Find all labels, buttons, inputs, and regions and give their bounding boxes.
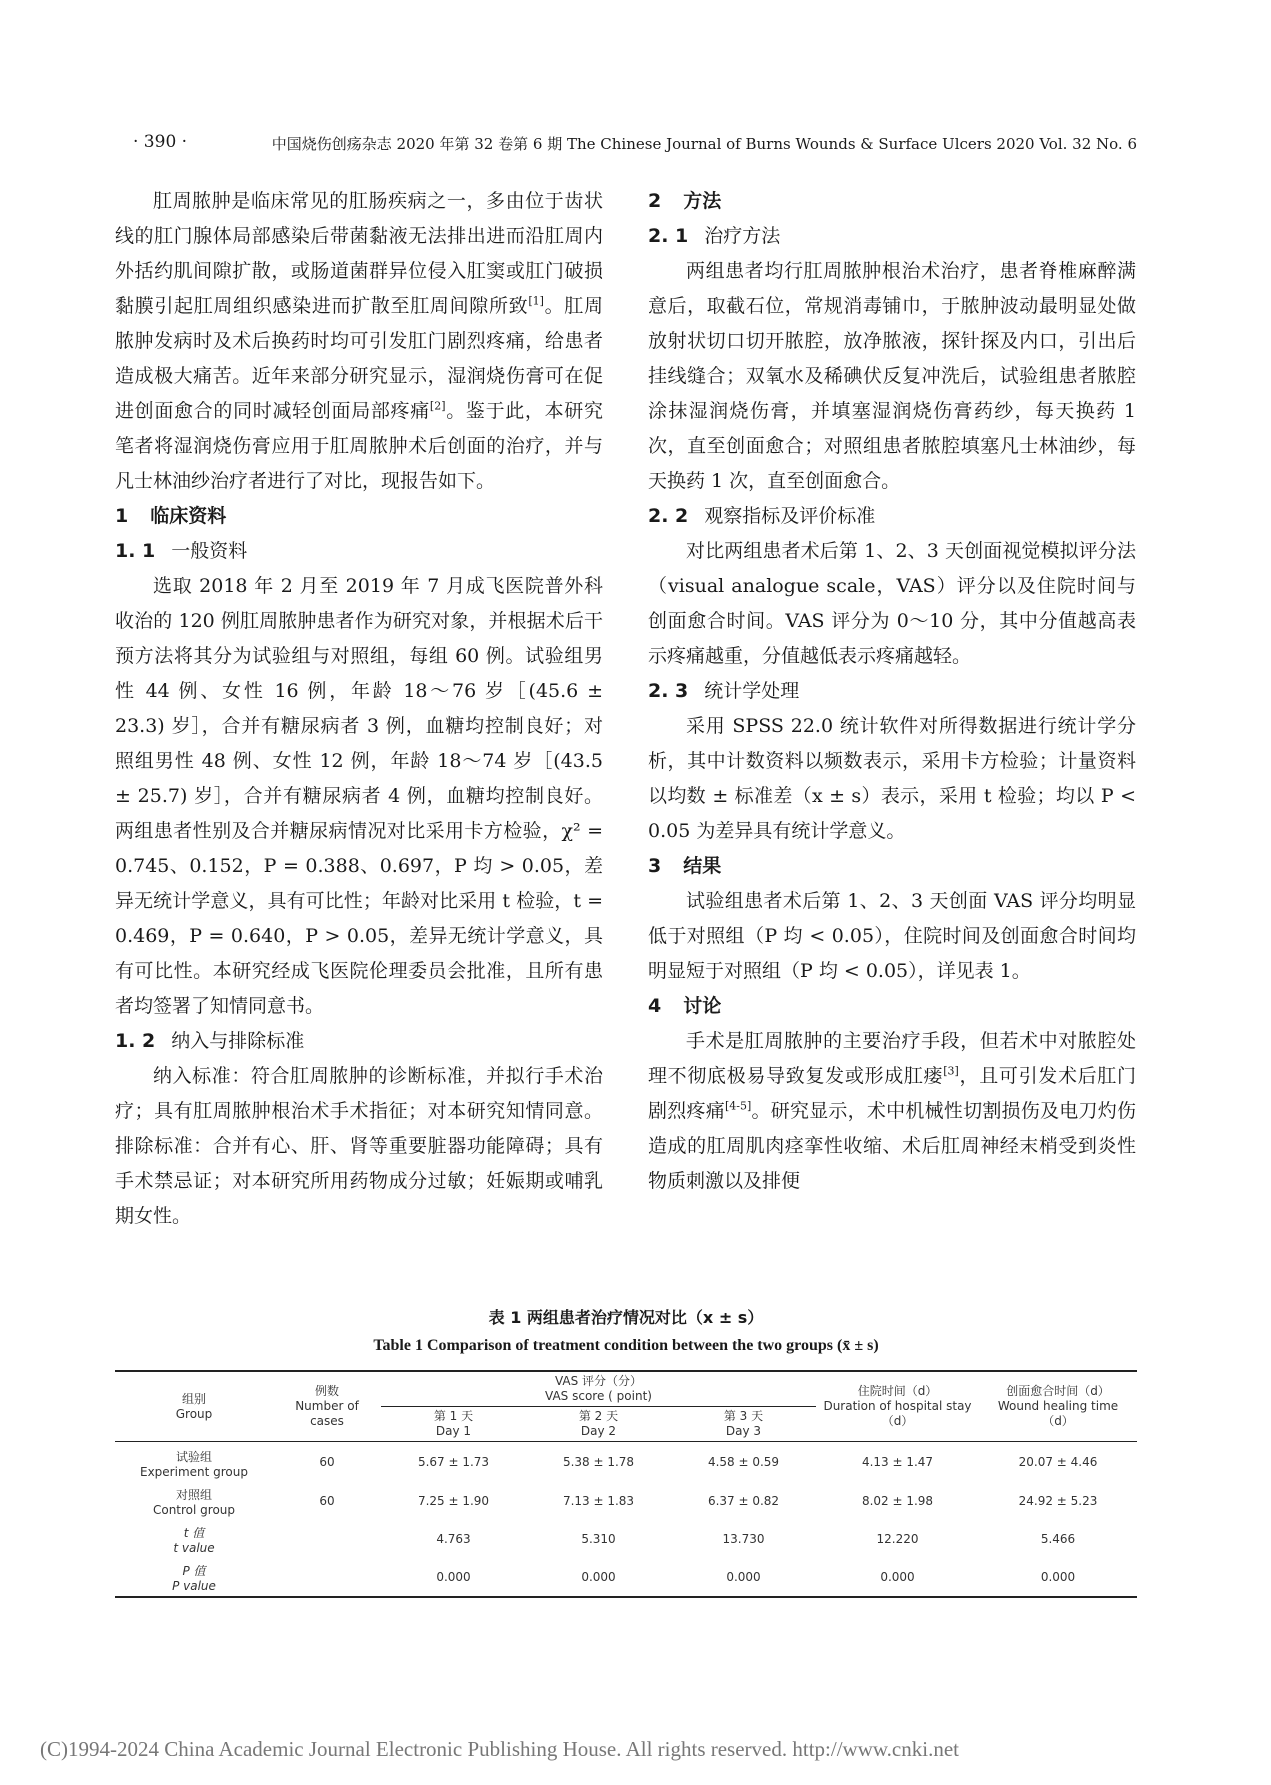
col-day1: 第 1 天 Day 1: [381, 1407, 526, 1442]
col-cases: 例数 Number of cases: [273, 1371, 381, 1442]
right-column: [648, 184, 1136, 1199]
col-day2: 第 2 天 Day 2: [526, 1407, 671, 1442]
page-number: · 390 ·: [133, 132, 188, 152]
section-2-3-text: 采用 SPSS 22.0 统计软件对所得数据进行统计学分析，其中计数资料以频数表示，采用卡方检验；计量资料以均数 ± 标准差（x ± s）表示，采用 t 检验；均以 P < 0.05 为差异具有统计学意义。: [648, 715, 1136, 842]
citation-1[interactable]: [1]: [528, 294, 544, 308]
table-row: 对照组 Control group 60 7.25 ± 1.90 7.13 ± 1.83 6.37 ± 0.82 8.02 ± 1.98 24.92 ± 5.23: [152, 1488, 1098, 1517]
col-group: 组别 Group: [115, 1371, 273, 1442]
left-column: [115, 184, 603, 1234]
col-hospital-stay: 住院时间（d） Duration of hospital stay （d）: [816, 1371, 979, 1442]
citation-2[interactable]: [2]: [429, 399, 446, 413]
section-2-2-text: 对比两组患者术后第 1、2、3 天创面视觉模拟评分法（visual analogue scale，VAS）评分以及住院时间与创面愈合时间。VAS 评分为 0～10 分，其中分值越高表示疼痛越重，分值越低表示疼痛越轻。: [648, 540, 1136, 667]
citation-3[interactable]: [3]: [943, 1064, 959, 1078]
section-3-heading: 3 结果: [648, 855, 722, 877]
table-caption-en: Table 1 Comparison of treatment condition between the two groups (x̄ ± s): [373, 1337, 879, 1354]
section-4-heading: 4 讨论: [648, 995, 722, 1017]
intro-paragraph: 肛周脓肿是临床常见的肛肠疾病之一，多由位于齿状线的肛门腺体局部感染后带菌黏液无法排出进而沿肛周内外括约肌间隙扩散，或肠道菌群异位侵入肛窦或肛门破损黏膜引起肛周组织感染进而扩散至肛周间隙所致[1]。肛周脓肿发病时及术后换药时均可引发肛门剧烈疼痛，给患者造成极大痛苦。近年来部分研究显示，湿润烧伤膏可在促进创面愈合的同时减轻创面局部疼痛[2]。鉴于此，本研究笔者将湿润烧伤膏应用于肛周脓肿术后创面的治疗，并与凡士林油纱治疗者进行了对比，现报告如下。: [115, 190, 603, 492]
citation-4-5[interactable]: [4-5]: [724, 1099, 752, 1113]
section-2-heading: 2 方法: [648, 190, 722, 212]
table-row: t 值 t value 4.763 5.310 13.730 12.220 5.466: [173, 1526, 1076, 1555]
section-1-2-heading: 1. 2 纳入与排除标准: [115, 1030, 305, 1052]
section-2-2-heading: 2. 2 观察指标及评价标准: [648, 505, 876, 527]
table-row: P 值 P value 0.000 0.000 0.000 0.000 0.000: [115, 1558, 1137, 1597]
table-caption-cn: 表 1 两组患者治疗情况对比（x ± s）: [488, 1308, 764, 1327]
section-2-3-heading: 2. 3 统计学处理: [648, 680, 800, 702]
section-2-1-text: 两组患者均行肛周脓肿根治术治疗，患者脊椎麻醉满意后，取截石位，常规消毒铺巾，于脓肿波动最明显处做放射状切口切开脓腔，放净脓液，探针探及内口，引出后挂线缝合；双氧水及稀碘伏反复冲洗后，试验组患者脓腔涂抹湿润烧伤膏，并填塞湿润烧伤膏药纱，每天换药 1 次，直至创面愈合；对照组患者脓腔填塞凡士林油纱，每天换药 1 次，直至创面愈合。: [648, 260, 1136, 492]
section-4-text: 手术是肛周脓肿的主要治疗手段，但若术中对脓腔处理不彻底极易导致复发或形成肛瘘[3]，且可引发术后肛门剧烈疼痛[4-5]。研究显示，术中机械性切割损伤及电刀灼伤造成的肛周肌肉痉挛性收缩、术后肛周神经末梢受到炎性物质刺激以及排便: [648, 1030, 1136, 1192]
section-2-1-heading: 2. 1 治疗方法: [648, 225, 781, 247]
section-1-heading: 1 临床资料: [115, 505, 227, 527]
results-table: [115, 1370, 1137, 1598]
col-vas: VAS 评分（分） VAS score ( point): [381, 1371, 816, 1407]
section-1-2-text: 纳入标准：符合肛周脓肿的诊断标准，并拟行手术治疗；具有肛周脓肿根治术手术指征；对本研究知情同意。排除标准：合并有心、肝、肾等重要脏器功能障碍；具有手术禁忌证；对本研究所用药物成分过敏；妊娠期或哺乳期女性。: [115, 1065, 603, 1227]
section-1-1-text: 选取 2018 年 2 月至 2019 年 7 月成飞医院普外科收治的 120 例肛周脓肿患者作为研究对象，并根据术后干预方法将其分为试验组与对照组，每组 60 例。试验组男性 44 例、女性 16 例，年龄 18～76 岁［(45.6 ± 23.3) 岁］，合并有糖尿病者 3 例，血糖均控制良好；对照组男性 48 例、女性 12 例，年龄 18～74 岁［(43.5 ± 25.7) 岁］，合并有糖尿病者 4 例，血糖均控制良好。两组患者性别及合并糖尿病情况对比采用卡方检验，χ² = 0.745、0.152，P = 0.388、0.697，P 均 > 0.05，差异无统计学意义，具有可比性；年龄对比采用 t 检验，t = 0.469，P = 0.640，P > 0.05，差异无统计学意义，具有可比性。本研究经成飞医院伦理委员会批准，且所有患者均签署了知情同意书。: [115, 575, 603, 1017]
section-1-1-heading: 1. 1 一般资料: [115, 540, 248, 562]
journal-running-title: 中国烧伤创疡杂志 2020 年第 32 卷第 6 期 The Chinese Journal of Burns Wounds & Surface Ulcers 2020 Vol. 32 No. 6: [271, 135, 1137, 153]
col-day3: 第 3 天 Day 3: [671, 1407, 816, 1442]
section-3-text: 试验组患者术后第 1、2、3 天创面 VAS 评分均明显低于对照组（P 均 < 0.05），住院时间及创面愈合时间均明显短于对照组（P 均 < 0.05），详见表 1。: [648, 890, 1136, 982]
col-healing-time: 创面愈合时间（d） Wound healing time （d）: [979, 1371, 1137, 1442]
running-header: [133, 132, 1137, 156]
table-row: 试验组 Experiment group 60 5.67 ± 1.73 5.38 ± 1.78 4.58 ± 0.59 4.13 ± 1.47 20.07 ± 4.46: [115, 1442, 1137, 1483]
copyright-footer: (C)1994-2024 China Academic Journal Electronic Publishing House. All rights reserved. http://www.cnki.net: [40, 1737, 959, 1761]
